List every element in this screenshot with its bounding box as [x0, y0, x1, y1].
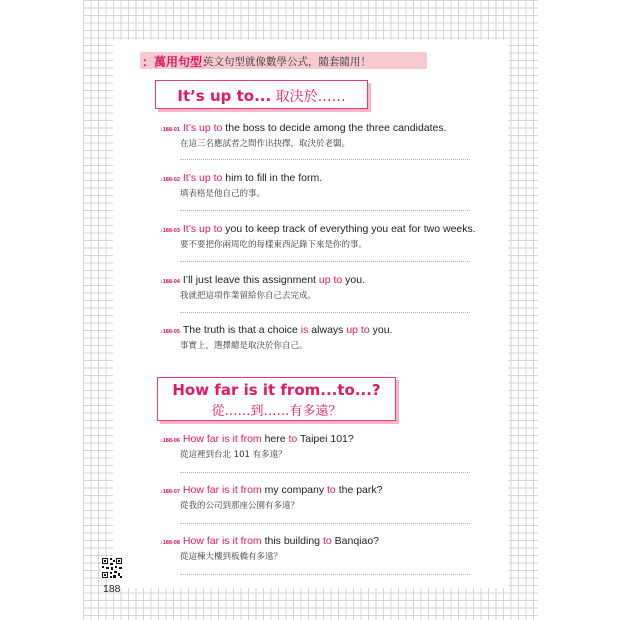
sentence-zh: 從這棟大樓到板橋有多遠？: [180, 552, 283, 562]
text-part: him to fill in the form.: [222, 172, 323, 184]
text-part: I’ll just leave this assignment: [182, 274, 319, 286]
highlight-part: up to: [346, 324, 370, 336]
section2-title-en: How far is it from...to...?: [172, 381, 381, 399]
text-part: Taipei 101?: [297, 433, 354, 445]
sentence-zh: 要不要把你兩周吃的每樣東西記錄下來是你的事。: [180, 240, 368, 250]
audio-track-number[interactable]: ♪188-01: [160, 127, 180, 133]
page-number: 188: [103, 583, 121, 595]
sentence-zh: 從我的公司到那座公園有多遠？: [180, 501, 300, 511]
highlight-part: to: [288, 433, 298, 445]
highlight-part: It’s up to: [182, 223, 223, 235]
sentence-zh: 填表格是他自己的事。: [180, 189, 266, 199]
audio-track-number[interactable]: ♪188-04: [160, 279, 180, 285]
sentence-zh: 從這裡到台北 101 有多遠？: [180, 450, 287, 460]
text-part: always: [308, 324, 347, 336]
highlight-part: How far is it from: [182, 433, 262, 445]
section2-title-zh: 從……到……有多遠？: [211, 404, 342, 419]
text-part: Banqiao?: [331, 535, 380, 547]
audio-track-number[interactable]: ♪188-08: [160, 540, 180, 546]
dotted-divider: [180, 159, 470, 160]
text-part: you to keep track of everything you eat for two weeks.: [222, 223, 476, 235]
dotted-divider: [180, 472, 470, 473]
sentence-en: [160, 172, 322, 184]
sentence-en: [160, 223, 476, 235]
audio-track-number[interactable]: ♪188-02: [160, 177, 180, 183]
audio-track-number[interactable]: ♪188-06: [160, 438, 180, 444]
sentence-en: [160, 122, 447, 134]
banner-tag: ：萬用句型：: [142, 55, 215, 69]
dotted-divider: [180, 261, 470, 262]
sentence-en: [160, 484, 382, 496]
text-part: my company: [261, 484, 328, 496]
highlight-part: How far is it from: [182, 535, 262, 547]
dotted-divider: [180, 210, 470, 211]
highlight-part: is: [300, 324, 309, 336]
text-part: the park?: [335, 484, 383, 496]
highlight-part: to: [322, 535, 332, 547]
highlight-part: It’s up to: [182, 172, 223, 184]
sentence-zh: 在這三名應試者之間作出抉擇，取決於老闆。: [180, 139, 351, 149]
section1-title-zh: 取決於……: [275, 89, 346, 105]
sentence-en: [160, 535, 379, 547]
pattern-banner: [140, 52, 427, 69]
text-part: you.: [342, 274, 365, 286]
text-part: the boss to decide among the three candidates.: [222, 122, 447, 134]
section1-title-en: It’s up to...: [177, 87, 272, 105]
qr-code-icon[interactable]: [101, 557, 123, 579]
section-title-how-far: [157, 377, 396, 421]
text-part: here: [261, 433, 289, 445]
sentence-en: [160, 274, 365, 286]
sentence-en: [160, 433, 354, 445]
sentence-zh: 事實上，選擇總是取決於你自己。: [180, 341, 308, 351]
audio-track-number[interactable]: ♪188-07: [160, 489, 180, 495]
audio-track-number[interactable]: ♪188-03: [160, 228, 180, 234]
highlight-part: to: [327, 484, 336, 496]
dotted-divider: [180, 312, 470, 313]
highlight-part: It’s up to: [182, 122, 223, 134]
text-part: this building: [261, 535, 323, 547]
text-part: you.: [369, 324, 393, 336]
dotted-divider: [180, 523, 470, 524]
audio-track-number[interactable]: ♪188-05: [160, 329, 180, 335]
banner-text: 英文句型就像數學公式，隨套隨用！: [203, 56, 371, 68]
highlight-part: up to: [318, 274, 343, 286]
sentence-zh: 我就把這項作業留給你自己去完成。: [180, 291, 317, 301]
text-part: The truth is that a choice: [182, 324, 301, 336]
highlight-part: How far is it from: [182, 484, 262, 496]
section-title-up-to: [155, 80, 368, 109]
sentence-en: [160, 324, 392, 336]
dotted-divider: [180, 574, 470, 575]
